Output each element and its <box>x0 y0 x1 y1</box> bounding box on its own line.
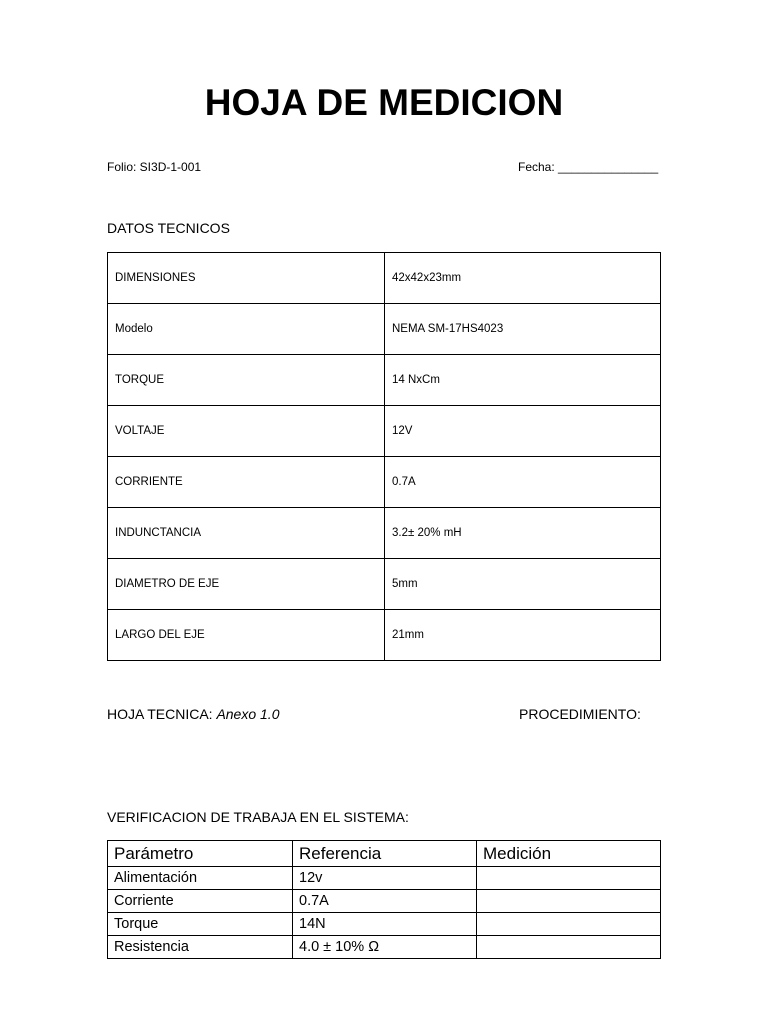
parametro-cell: Alimentación <box>108 867 293 890</box>
spec-name: LARGO DEL EJE <box>108 610 385 661</box>
medicion-cell <box>477 890 661 913</box>
spec-value: 5mm <box>385 559 661 610</box>
parametro-cell: Corriente <box>108 890 293 913</box>
spec-name: DIAMETRO DE EJE <box>108 559 385 610</box>
table-row <box>108 559 661 610</box>
spec-name: CORRIENTE <box>108 457 385 508</box>
spec-value: 21mm <box>385 610 661 661</box>
column-header-medicion: Medición <box>477 841 661 867</box>
datos-tecnicos-heading: DATOS TECNICOS <box>107 220 230 236</box>
table-row <box>108 610 661 661</box>
folio-label: Folio: SI3D-1-001 <box>107 160 202 174</box>
hoja-tecnica-value: Anexo 1.0 <box>216 706 280 722</box>
table-row <box>108 508 661 559</box>
referencia-cell: 0.7A <box>293 890 477 913</box>
verificacion-table <box>107 840 661 959</box>
spec-value: NEMA SM-17HS4023 <box>385 304 661 355</box>
medicion-cell <box>477 936 661 959</box>
spec-value: 14 NxCm <box>385 355 661 406</box>
fecha-label: Fecha: _______________ <box>518 160 659 174</box>
spec-name: VOLTAJE <box>108 406 385 457</box>
hoja-tecnica-label: HOJA TECNICA: <box>107 706 217 722</box>
spec-value: 12V <box>385 406 661 457</box>
table-row <box>108 867 661 890</box>
medicion-cell <box>477 913 661 936</box>
table-row <box>108 406 661 457</box>
procedimiento-label: PROCEDIMIENTO: <box>519 706 641 722</box>
spec-value: 0.7A <box>385 457 661 508</box>
table-row <box>108 253 661 304</box>
spec-name: TORQUE <box>108 355 385 406</box>
hoja-tecnica-line <box>107 705 280 723</box>
page-title: HOJA DE MEDICION <box>204 82 564 123</box>
spec-name: DIMENSIONES <box>108 253 385 304</box>
table-row <box>108 457 661 508</box>
spec-value: 42x42x23mm <box>385 253 661 304</box>
referencia-cell: 12v <box>293 867 477 890</box>
referencia-cell: 14N <box>293 913 477 936</box>
spec-name: Modelo <box>108 304 385 355</box>
datos-tecnicos-table <box>107 252 661 661</box>
table-row <box>108 304 661 355</box>
spec-value: 3.2± 20% mH <box>385 508 661 559</box>
parametro-cell: Resistencia <box>108 936 293 959</box>
table-row <box>108 913 661 936</box>
spec-name: INDUNCTANCIA <box>108 508 385 559</box>
column-header-referencia: Referencia <box>293 841 477 867</box>
parametro-cell: Torque <box>108 913 293 936</box>
table-header-row <box>108 841 661 867</box>
referencia-cell: 4.0 ± 10% Ω <box>293 936 477 959</box>
medicion-cell <box>477 867 661 890</box>
table-row <box>108 936 661 959</box>
column-header-parametro: Parámetro <box>108 841 293 867</box>
table-row <box>108 890 661 913</box>
table-row <box>108 355 661 406</box>
verificacion-heading: VERIFICACION DE TRABAJA EN EL SISTEMA: <box>107 809 409 825</box>
